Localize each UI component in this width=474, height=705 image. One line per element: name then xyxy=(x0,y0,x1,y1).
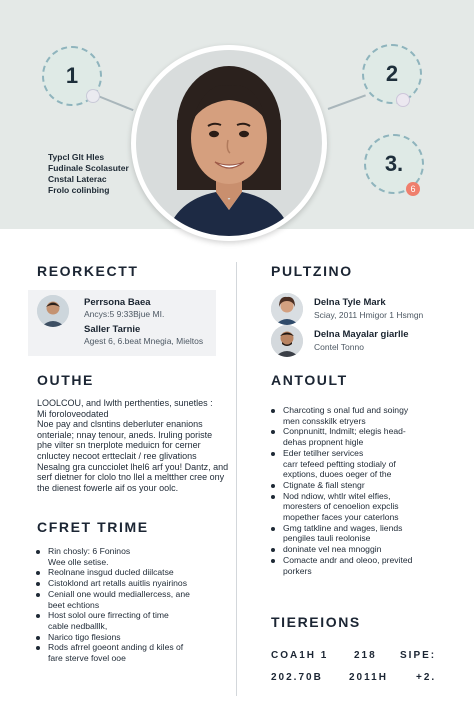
stat-value: 2011H xyxy=(349,672,388,683)
section-heading: REORKECTT xyxy=(37,263,139,279)
contact-name: Delna Mayalar giarlle xyxy=(314,329,409,340)
list-item: moresters of cenoelion expclis xyxy=(283,501,399,512)
list-item: Nod ndiow, whtlr witel elfies, xyxy=(267,491,412,502)
paragraph-line: Nesalng gra cuncciolet lhel6 arf you! Dantz, and xyxy=(37,461,229,472)
list-item: Reolnane insgud ducled diilcatse xyxy=(32,567,190,578)
list-item: doninate vel nea mnoggin xyxy=(267,544,412,555)
paragraph-line: Mi foroloveodated xyxy=(37,408,109,419)
side-notes xyxy=(48,152,129,196)
section-heading: PULTZINO xyxy=(271,263,353,279)
list-item: porkers xyxy=(283,565,312,576)
avatar xyxy=(271,325,303,357)
list-item: cable nedballlk, xyxy=(48,620,108,631)
list-item: Host solol oure firrecting of time xyxy=(32,610,190,621)
step-number: 1 xyxy=(65,63,79,88)
list-item: Conpnunitt, lndmilt; elegis head- xyxy=(267,426,412,437)
paragraph-line: the dienest fowerle aif os your oolc. xyxy=(37,482,179,493)
list-item: Cistoklond art retalls auitlis nyairinos xyxy=(32,578,190,589)
side-note: Cnstal Laterac xyxy=(48,174,107,184)
list-item: Ceniall one would mediallercess, ane xyxy=(32,589,190,600)
list-item: Rods afrrel goeont anding d kiles of xyxy=(32,642,190,653)
mini-marker xyxy=(86,89,100,103)
list-item: Wee olle setise. xyxy=(48,556,109,567)
list-item: fare sterve fovel ooe xyxy=(48,653,126,664)
list-item: mopether faces your caterlons xyxy=(283,512,399,523)
list-item: dehas propnent higle xyxy=(283,437,364,448)
notification-badge: 6 xyxy=(406,182,420,196)
contact-name: Perrsona Baea xyxy=(84,297,151,308)
paragraph-line: Noe pay and clsntins deberluter enanions xyxy=(37,419,203,430)
stat-value: SIPE: xyxy=(400,650,437,661)
section-heading: CFRET TRIME xyxy=(37,519,149,535)
paragraph-line: onteriale; nnay tenour, aneds. Iruling poriste xyxy=(37,429,213,440)
step-bubble-2 xyxy=(362,44,422,104)
list-item: carr tefeed peftting stodialy of xyxy=(283,458,396,469)
avatar xyxy=(271,293,303,325)
list-item: Comacte andr and oleoo, previted xyxy=(267,555,412,566)
contact-detail: Agest 6, 6.beat Mnegia, Mieltos xyxy=(84,336,204,346)
mini-marker xyxy=(396,93,410,107)
portrait-image xyxy=(136,50,322,236)
summary-paragraph xyxy=(37,398,227,493)
stat-value: 202.70B xyxy=(271,672,323,683)
list-item: Charcoting s onal fud and soingy xyxy=(267,405,412,416)
profile-photo xyxy=(131,45,327,241)
contact-detail: Contel Tonno xyxy=(314,342,364,352)
list-item: Narico tigo flesions xyxy=(32,632,190,643)
section-heading: OUTHE xyxy=(37,372,94,388)
paragraph-line: serf dietner for clolo tno llel a meltther cree ony xyxy=(37,472,225,483)
list-item: Eder tetilher services xyxy=(267,448,412,459)
side-note: Fudinale Scolasuter xyxy=(48,163,129,173)
stat-value: COA1H 1 xyxy=(271,650,329,661)
contact-name: Delna Tyle Mark xyxy=(314,297,386,308)
list-item: pengiles tauli reolonise xyxy=(283,533,371,544)
section-heading: TIEREIONS xyxy=(271,614,361,630)
contact-name: Saller Tarnie xyxy=(84,324,141,335)
list-item: exptions, duoes oeger of the xyxy=(283,469,392,480)
paragraph-line: phe vilter sn tnerplote meduicn for cerner xyxy=(37,440,201,451)
contact-detail: Ancys:5 9:33Bjue MI. xyxy=(84,309,165,319)
contact-card xyxy=(28,290,216,356)
column-divider xyxy=(236,262,237,696)
paragraph-line: cnluctey necoot ertteclait / ree glivations xyxy=(37,450,197,461)
side-note: Frolo colinbing xyxy=(48,185,110,195)
stat-value: +2. xyxy=(416,672,437,683)
step-number: 3. xyxy=(384,151,404,176)
list-item: men consskilk etryers xyxy=(283,415,366,426)
list-item: Gmg tatkline and wages, liends xyxy=(267,523,412,534)
skills-list xyxy=(32,546,190,664)
avatar xyxy=(37,295,69,327)
stat-value: 218 xyxy=(354,650,377,661)
list-item: Rin chosly: 6 Foninos xyxy=(32,546,190,557)
section-heading: ANTOULT xyxy=(271,372,348,388)
contact-detail: Sciay, 2011 Hmigor 1 Hsmgn xyxy=(314,310,424,320)
list-item: beet echtions xyxy=(48,599,100,610)
side-note: Typcl Glt Hles xyxy=(48,152,105,162)
step-number: 2 xyxy=(385,61,399,86)
paragraph-line: LOOLCOU, and Iwlth perthenties, sunetles : xyxy=(37,398,213,408)
activity-list xyxy=(267,405,412,576)
list-item: Ctignate & fiall stengr xyxy=(267,480,412,491)
